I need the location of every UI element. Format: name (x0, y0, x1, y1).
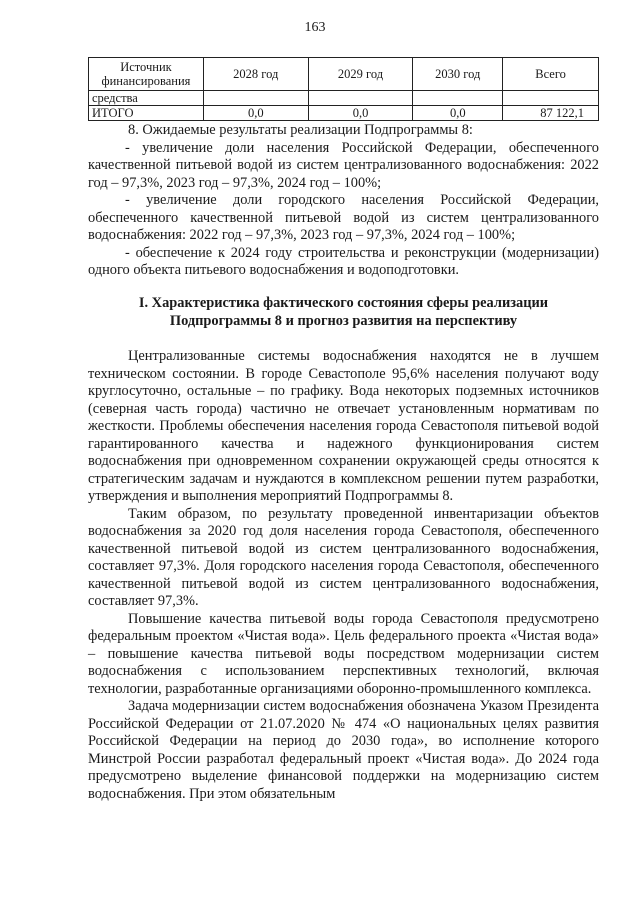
table-row (89, 91, 599, 106)
paragraph: Централизованные системы водоснабжения находятся не в лучшем техническом состоянии. В городе Севастополе 95,6% населения получают воду круглосуточно, остальные – по графику. Вода некоторых подземных источников (северная часть города) частично не отвечает установленным нормативам по жесткости. Проблемы обеспечения населения города Севастополя питьевой водой гарантированного качества и надежного функционирования систем водоснабжения при одновременном сохранении окружающей среды относятся к стратегическим задачам и нуждаются в комплексном решении путем разработки, утверждения и выполнения мероприятий Подпрограммы 8. (88, 348, 599, 504)
page-number: 163 (304, 20, 326, 35)
section-heading-block (88, 295, 599, 330)
results-block (88, 122, 599, 280)
table-cell: 0,0 (203, 106, 308, 121)
table-cell (413, 91, 503, 106)
paragraph: Задача модернизации систем водоснабжения обозначена Указом Президента Российской Федерации от 21.07.2020 № 474 «О национальных целях развития Российской Федерации на период до 2030 года», во исполнение которого Минстрой России разработал федеральный проект «Чистая вода». До 2024 года предусмотрено выделение финансовой поддержки на модернизацию систем водоснабжения. При этом обязательным (88, 698, 599, 802)
table-cell: 87 122,1 (503, 106, 599, 121)
header-2028: 2028 год (203, 58, 308, 91)
results-bullet: - увеличение доли населения Российской Федерации, обеспеченного качественной питьевой водой из систем централизованного водоснабжения: 2022 год – 97,3%, 2023 год – 97,3%, 2024 год – 100%; (88, 139, 599, 191)
table-cell: средства (89, 91, 204, 106)
table-cell: ИТОГО (89, 106, 204, 121)
table-cell (503, 91, 599, 106)
table-cell (308, 91, 413, 106)
header-2029: 2029 год (308, 58, 413, 91)
paragraph: Повышение качества питьевой воды города Севастополя предусмотрено федеральным проектом «Чистая вода». Цель федерального проекта «Чистая вода» – повышение качества питьевой воды посредством модернизации систем водоснабжения с использованием перспективных технологий, включая технологии, разработанные организациями оборонно-промышленного комплекса. (88, 610, 599, 697)
results-bullet: - увеличение доли городского населения Российской Федерации, обеспеченного качественной питьевой водой из систем централизованного водоснабжения: 2022 год – 97,3%, 2023 год – 97,3%, 2024 год – 100%; (88, 192, 599, 243)
body-text (88, 348, 599, 803)
header-total: Всего (503, 58, 599, 91)
table-cell (203, 91, 308, 106)
section-heading: I. Характеристика фактического состояния сферы реализации Подпрограммы 8 и прогноз развития на перспективу (138, 295, 549, 329)
paragraph: Таким образом, по результату проведенной инвентаризации объектов водоснабжения за 2020 год доля населения города Севастополя, обеспеченного качественной питьевой водой из систем централизованного водоснабжения, составляет 97,3%. Доля городского населения города Севастополя, обеспеченного качественной питьевой водой из систем централизованного водоснабжения, составляет 97,3%. (88, 505, 599, 609)
table-header-row (89, 58, 599, 91)
table-cell: 0,0 (413, 106, 503, 121)
table-row (89, 106, 599, 121)
results-bullet: - обеспечение к 2024 году строительства и реконструкции (модернизации) одного объекта питьевого водоснабжения и водоподготовки. (88, 244, 599, 278)
results-intro: 8. Ожидаемые результаты реализации Подпрограммы 8: (128, 122, 473, 138)
header-source: Источник финансирования (89, 58, 204, 91)
financing-table (88, 57, 599, 121)
table-cell: 0,0 (308, 106, 413, 121)
header-2030: 2030 год (413, 58, 503, 91)
